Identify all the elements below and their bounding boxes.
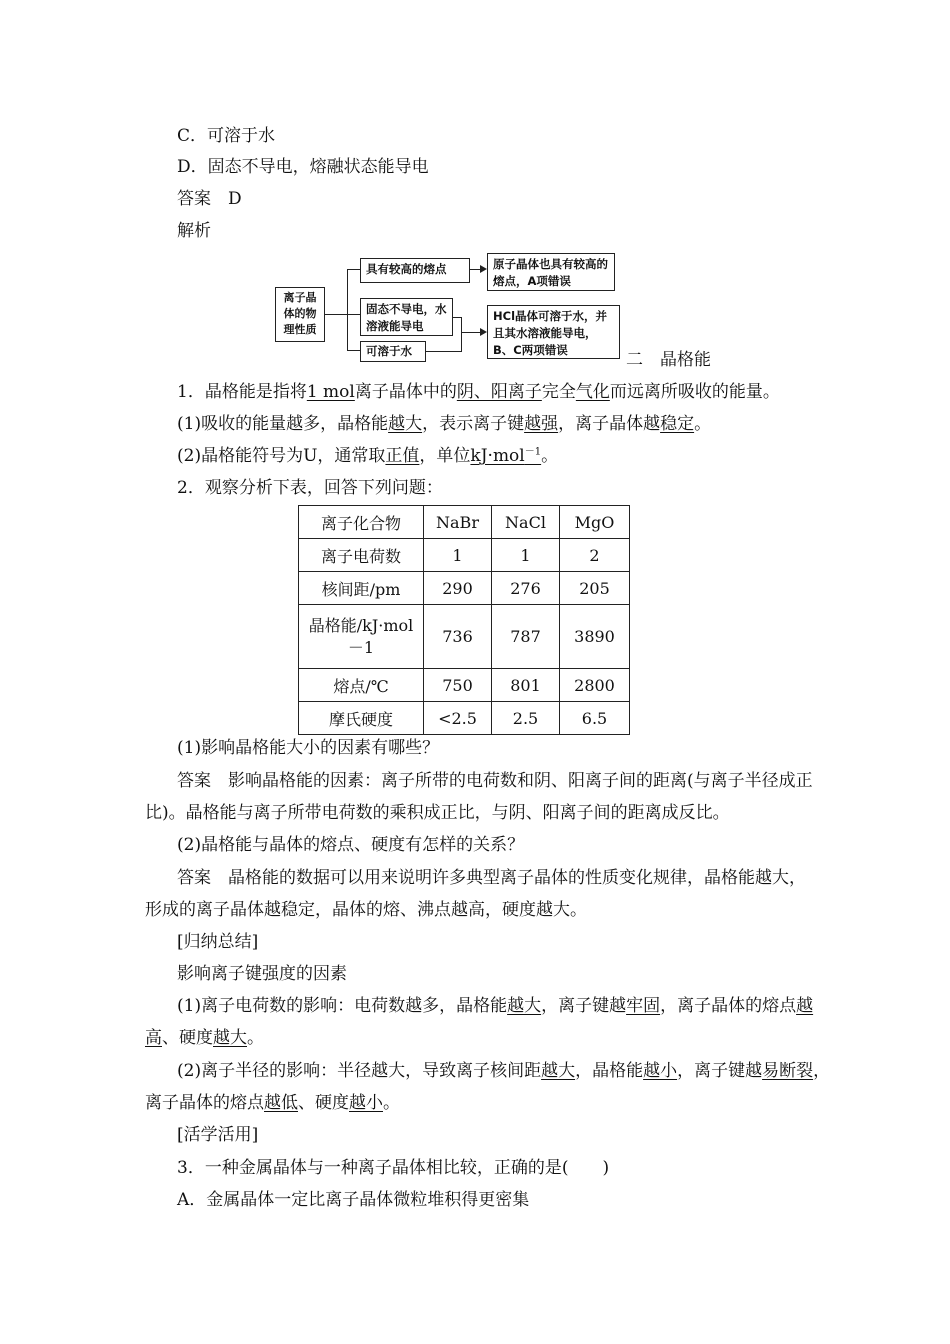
table-row [299, 702, 630, 735]
summary-1-line-2 [145, 1026, 264, 1050]
question-3-option-a: A．金属晶体一定比离子晶体微粒堆积得更密集 [177, 1190, 530, 1210]
diagram-branch-soluble: 可溶于水 [360, 341, 426, 362]
diagram-connector [347, 350, 360, 351]
table-row [299, 506, 630, 539]
blank-answer: 越强 [524, 414, 559, 434]
blank-answer: 高 [145, 1028, 162, 1048]
summary-2-line-2 [145, 1091, 400, 1115]
summary-title: 影响离子键强度的因素 [177, 964, 347, 984]
table-cell: 摩氏硬度 [299, 702, 424, 735]
summary-label: [归纳总结] [177, 932, 259, 952]
arrow-right-icon [480, 265, 487, 273]
text: ，表示离子键 [422, 414, 525, 434]
text: 、硬度 [298, 1093, 349, 1113]
blank-answer: 越大 [507, 996, 542, 1016]
table-cell: MgO [560, 506, 630, 539]
table-row [299, 539, 630, 572]
text: ， [813, 1061, 831, 1081]
answer-label: 答案 D [177, 189, 242, 209]
point-1 [177, 380, 780, 404]
table-cell: 晶格能/kJ·mol－1 [299, 605, 424, 669]
point-1-1 [177, 412, 711, 436]
blank-answer: 越小 [643, 1061, 678, 1081]
question-1: (1)影响晶格能大小的因素有哪些？ [177, 738, 440, 758]
table-cell: 276 [492, 572, 560, 605]
blank-answer: 越大 [388, 414, 423, 434]
table-cell: 6.5 [560, 702, 630, 735]
table-cell: 736 [424, 605, 492, 669]
diagram-connector [347, 269, 360, 270]
table-cell: 2.5 [492, 702, 560, 735]
table-cell: 熔点/℃ [299, 669, 424, 702]
option-c: C．可溶于水 [177, 126, 276, 146]
text: ，离子晶体越 [558, 414, 661, 434]
arrow-right-icon [480, 328, 487, 336]
blank-answer: 阴、阳离子 [456, 382, 542, 402]
unit-text: kJ·mol [470, 446, 525, 466]
lattice-energy-table [298, 505, 630, 735]
blank-answer: 越 [796, 996, 814, 1016]
question-2: (2)晶格能与晶体的熔点、硬度有怎样的关系？ [177, 835, 525, 855]
blank-answer: 越大 [213, 1028, 247, 1048]
table-cell: 290 [424, 572, 492, 605]
text: 完全 [541, 382, 576, 402]
table-cell: 1 [492, 539, 560, 572]
diagram-connector [461, 317, 462, 352]
diagram-connector [347, 269, 348, 350]
text: ，晶格能 [575, 1061, 644, 1081]
diagram-connector [461, 332, 482, 333]
section-title: 二 晶格能 [626, 350, 711, 370]
text: ，离子晶体的熔点 [660, 996, 797, 1016]
diagram-connector [426, 351, 462, 352]
blank-answer: 气化 [575, 382, 610, 402]
answer-2-line-1: 答案 晶格能的数据可以用来说明许多典型离子晶体的性质变化规律，晶格能越大， [177, 868, 806, 888]
text: 而远离所吸收的能量。 [609, 382, 780, 402]
table-row [299, 605, 630, 669]
table-cell: 3890 [560, 605, 630, 669]
analysis-label: 解析 [177, 221, 211, 241]
diagram-center-box: 离子晶体的物理性质 [275, 287, 325, 342]
summary-2-line-1 [177, 1059, 830, 1083]
answer-1-line-1: 答案 影响晶格能的因素：离子所带的电荷数和阴、阳离子间的距离(与离子半径成正 [177, 771, 813, 791]
diagram-branch-conductivity: 固态不导电，水溶液能导电 [360, 298, 453, 336]
table-cell: 离子电荷数 [299, 539, 424, 572]
question-3: 3．一种金属晶体与一种离子晶体相比较，正确的是( ) [177, 1158, 610, 1178]
table-cell: 2 [560, 539, 630, 572]
blank-answer: 1 mol [306, 382, 355, 402]
text: 离子晶体中的 [354, 382, 457, 402]
text: ，单位 [419, 446, 471, 466]
option-d: D．固态不导电，熔融状态能导电 [177, 157, 429, 177]
answer-2-line-2: 形成的离子晶体越稳定，晶体的熔、沸点越高，硬度越大。 [145, 900, 587, 920]
point-2: 2．观察分析下表，回答下列问题： [177, 478, 443, 498]
table-cell: 1 [424, 539, 492, 572]
diagram-connector [325, 314, 348, 315]
answer-1-line-2: 比)。晶格能与离子所带电荷数的乘积成正比，与阴、阳离子间的距离成反比。 [145, 803, 730, 823]
text: 。 [383, 1093, 400, 1113]
text: 。 [694, 414, 712, 434]
text: (2)离子半径的影响：半径越大，导致离子核间距 [177, 1061, 542, 1081]
blank-answer: 稳定 [660, 414, 695, 434]
blank-answer: 牢固 [626, 996, 661, 1016]
point-1-2 [177, 444, 558, 468]
diagram-result-hcl: HCl晶体可溶于水，并且其水溶液能导电，B、C两项错误 [487, 305, 620, 359]
blank-answer: 越低 [264, 1093, 298, 1113]
text: 。 [247, 1028, 264, 1048]
table-cell: 787 [492, 605, 560, 669]
text: ，离子键越 [541, 996, 627, 1016]
table-cell: NaBr [424, 506, 492, 539]
diagram-connector [347, 314, 360, 315]
diagram-result-atomic: 原子晶体也具有较高的熔点，A项错误 [487, 253, 615, 291]
text: (2)晶格能符号为U，通常取 [177, 446, 386, 466]
blank-answer [470, 446, 541, 466]
table-row [299, 669, 630, 702]
blank-answer: 越小 [349, 1093, 383, 1113]
text: 、硬度 [162, 1028, 213, 1048]
blank-answer: 正值 [385, 446, 420, 466]
text: (1)吸收的能量越多，晶格能 [177, 414, 389, 434]
blank-answer: 易断裂 [762, 1061, 814, 1081]
table-cell: <2.5 [424, 702, 492, 735]
diagram-branch-melting: 具有较高的熔点 [360, 258, 470, 283]
blank-answer: 越大 [541, 1061, 576, 1081]
summary-1-line-1 [177, 994, 813, 1018]
table-cell: NaCl [492, 506, 560, 539]
table-cell: 750 [424, 669, 492, 702]
table-cell: 离子化合物 [299, 506, 424, 539]
text: ，离子键越 [677, 1061, 763, 1081]
text: 。 [541, 446, 559, 466]
table-row [299, 572, 630, 605]
table-cell: 801 [492, 669, 560, 702]
apply-label: [活学活用] [177, 1125, 259, 1145]
table-cell: 核间距/pm [299, 572, 424, 605]
text: 1．晶格能是指将 [177, 382, 307, 402]
table-cell: 205 [560, 572, 630, 605]
text: 离子晶体的熔点 [145, 1093, 264, 1113]
unit-exponent: －1 [524, 446, 542, 458]
table-cell: 2800 [560, 669, 630, 702]
text: (1)离子电荷数的影响：电荷数越多，晶格能 [177, 996, 508, 1016]
